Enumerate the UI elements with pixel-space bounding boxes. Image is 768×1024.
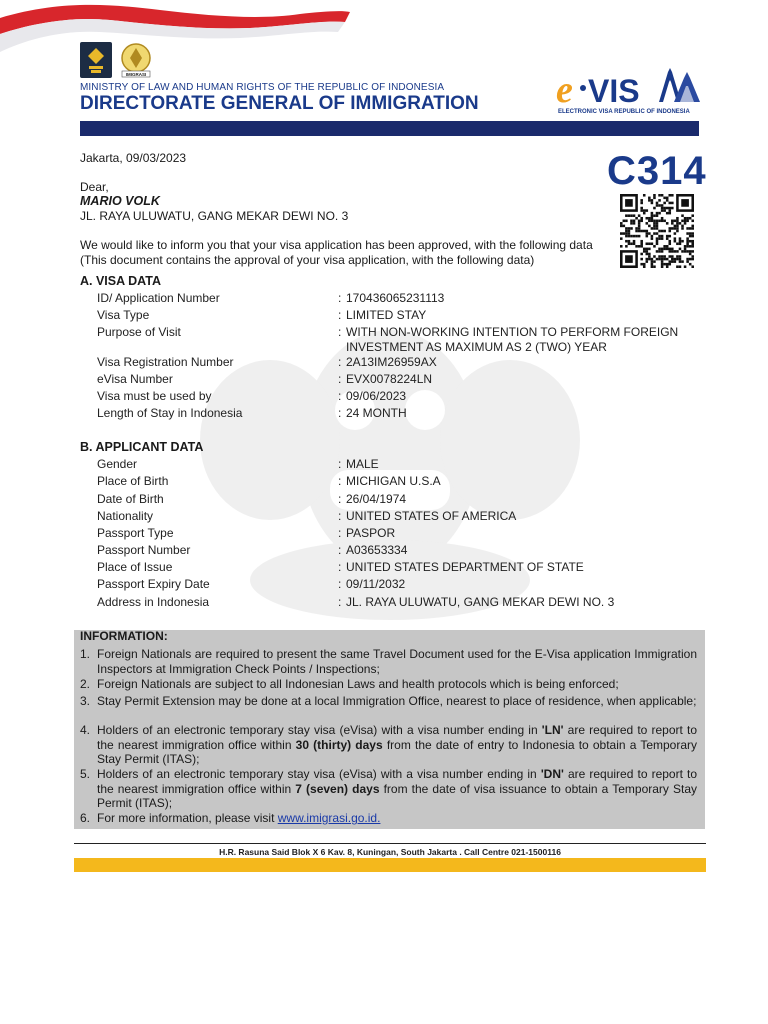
info-item: [80, 723, 697, 767]
visa-label: ID/ Application Number: [97, 291, 220, 305]
colon: :: [338, 406, 342, 420]
info-text: [97, 767, 697, 811]
visa-value: [346, 325, 678, 355]
colon: :: [338, 595, 342, 609]
visa-value: 2A13IM26959AX: [346, 355, 437, 369]
salutation: Dear,: [80, 180, 109, 194]
info-bold: 30 (thirty) days: [295, 737, 383, 752]
visa-label: Visa Type: [97, 308, 150, 322]
colon: :: [338, 560, 342, 574]
colon: :: [338, 492, 342, 506]
applicant-label: Date of Birth: [97, 492, 164, 506]
visa-value: 09/06/2023: [346, 389, 407, 403]
applicant-label: Place of Birth: [97, 474, 169, 488]
colon: :: [338, 509, 342, 523]
recipient-address: JL. RAYA ULUWATU, GANG MEKAR DEWI NO. 3: [80, 209, 349, 223]
applicant-label: Passport Type: [97, 526, 174, 540]
recipient-name: MARIO VOLK: [80, 194, 160, 208]
info-number: 4.: [80, 723, 91, 737]
info-item: [80, 694, 697, 709]
info-number: 6.: [80, 811, 91, 825]
header-bar: [80, 121, 699, 136]
immigration-emblem: [116, 42, 156, 78]
colon: :: [338, 543, 342, 557]
qr-code: [618, 194, 696, 268]
info-number: 1.: [80, 647, 91, 661]
applicant-value: A03653334: [346, 543, 408, 557]
applicant-value: 26/04/1974: [346, 492, 407, 506]
intro-line-1: We would like to inform you that your visa application has been approved, with the following data: [80, 238, 593, 252]
info-bold: 'LN': [541, 723, 564, 737]
info-text: Foreign Nationals are subject to all Indonesian Laws and health protocols which is being enforced;: [97, 677, 619, 691]
visa-label: Length of Stay in Indonesia: [97, 406, 243, 420]
visa-data-title: A. VISA DATA: [80, 274, 162, 288]
info-item: [80, 677, 697, 692]
applicant-data-title: B. APPLICANT DATA: [80, 440, 204, 454]
applicant-label: Passport Number: [97, 543, 191, 557]
intro-text: [80, 238, 610, 268]
directorate-title: DIRECTORATE GENERAL OF IMMIGRATION: [80, 93, 479, 114]
purpose-line-2: INVESTMENT AS MAXIMUM AS 2 (TWO) YEAR: [346, 340, 607, 354]
info-bold: 7 (seven) days: [295, 781, 380, 796]
applicant-value: JL. RAYA ULUWATU, GANG MEKAR DEWI NO. 3: [346, 595, 615, 609]
purpose-line-1: WITH NON-WORKING INTENTION TO PERFORM FOREIGN: [346, 325, 679, 339]
info-item: [80, 811, 697, 826]
colon: :: [338, 457, 342, 471]
document-code: C314: [607, 149, 707, 193]
colon: :: [338, 308, 342, 322]
colon: :: [338, 389, 342, 403]
applicant-value: UNITED STATES OF AMERICA: [346, 509, 517, 523]
info-text: [97, 723, 697, 767]
indonesia-flag-ribbon: [0, 0, 360, 60]
applicant-label: Address in Indonesia: [97, 595, 210, 609]
visa-label: Purpose of Visit: [97, 325, 181, 339]
applicant-label: Passport Expiry Date: [97, 577, 210, 591]
information-title: INFORMATION:: [80, 629, 168, 643]
info-text-part: Holders of an electronic temporary stay visa (eVisa) with a visa number ending in: [97, 723, 542, 737]
info-number: 3.: [80, 694, 91, 708]
visa-label: Visa Registration Number: [97, 355, 234, 369]
info-text-part: Holders of an electronic temporary stay visa (eVisa) with a visa number ending in: [97, 767, 541, 781]
footer-address: H.R. Rasuna Said Blok X 6 Kav. 8, Kuningan, South Jakarta . Call Centre 021-1500116: [219, 847, 561, 857]
applicant-value: PASPOR: [346, 526, 396, 540]
info-text: [97, 811, 697, 826]
info-text: Stay Permit Extension may be done at a local Immigration Office, nearest to place of residence, when applicable;: [97, 694, 697, 708]
colon: :: [338, 474, 342, 488]
info-text-part: from the date of entry to Indonesia to obtain a Temporary Stay Permit (ITAS);: [97, 737, 698, 766]
applicant-value: 09/11/2032: [346, 577, 406, 591]
colon: :: [338, 291, 342, 305]
colon: :: [338, 577, 342, 591]
visa-label: eVisa Number: [97, 372, 173, 386]
info-text-part: are required to report to the nearest immigration office within: [97, 723, 698, 752]
colon: :: [338, 355, 342, 369]
applicant-value: MALE: [346, 457, 379, 471]
applicant-value: UNITED STATES DEPARTMENT OF STATE: [346, 560, 584, 574]
footer-bar: [74, 858, 706, 872]
info-item: [80, 647, 697, 676]
footer-divider: [74, 843, 706, 844]
visa-value: 170436065231113: [346, 291, 445, 305]
ministry-name: MINISTRY OF LAW AND HUMAN RIGHTS OF THE REPUBLIC OF INDONESIA: [80, 82, 445, 93]
emblem-label: IMIGRASI: [125, 72, 147, 77]
visa-label: Visa must be used by: [97, 389, 212, 403]
colon: :: [338, 372, 342, 386]
imigrasi-link[interactable]: www.imigrasi.go.id.: [277, 811, 381, 825]
visa-value: 24 MONTH: [346, 406, 407, 420]
info-number: 2.: [80, 677, 91, 691]
applicant-label: Nationality: [97, 509, 154, 523]
letter-date: Jakarta, 09/03/2023: [80, 151, 187, 165]
applicant-label: Gender: [97, 457, 138, 471]
colon: :: [338, 325, 342, 339]
svg-text:VIS: VIS: [588, 73, 640, 109]
visa-value: LIMITED STAY: [346, 308, 427, 322]
info-number: 5.: [80, 767, 91, 781]
colon: :: [338, 526, 342, 540]
info-item: [80, 767, 697, 811]
info-text-part: from the date of visa issuance to obtain a Temporary Stay Permit (ITAS);: [97, 781, 697, 810]
ministry-logo: [80, 42, 112, 78]
visa-value: EVX0078224LN: [346, 372, 433, 386]
applicant-label: Place of Issue: [97, 560, 173, 574]
info-bold: 'DN': [540, 767, 564, 781]
applicant-value: MICHIGAN U.S.A: [346, 474, 441, 488]
evisa-logo: [556, 64, 702, 116]
intro-line-2: (This document contains the approval of your visa application, with the following data): [80, 253, 535, 267]
info-text-part: For more information, please visit: [97, 811, 278, 825]
info-text-part: are required to report to the nearest immigration office within: [97, 767, 698, 796]
svg-text:e: e: [556, 69, 573, 111]
info-text: Foreign Nationals are required to present the same Travel Document used for the E-Visa application Immigration Inspectors at Immigration Check Points / Inspections;: [97, 647, 697, 676]
evisa-tagline: ELECTRONIC VISA REPUBLIC OF INDONESIA: [558, 109, 690, 115]
